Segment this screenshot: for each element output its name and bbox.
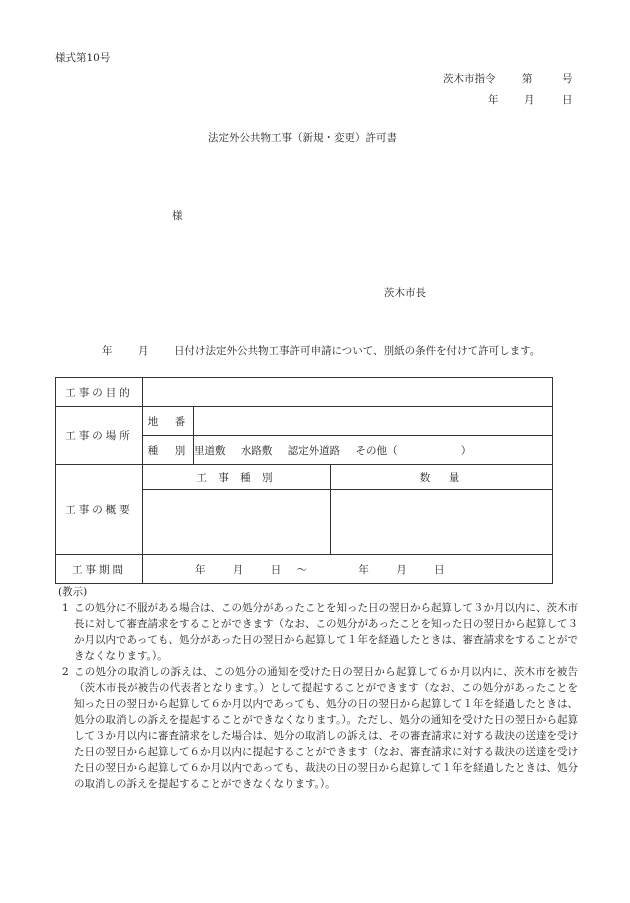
work-type-header: 工 事 種 別 [143,465,331,490]
recipient-suffix: 様 [172,210,183,222]
type-option-other[interactable]: その他（ [355,444,398,457]
quantity-header: 数 量 [331,465,553,490]
type-option-satomichi[interactable]: 里道敷 [194,444,226,457]
type-options [194,436,553,465]
period-start-month: 月 [232,563,244,576]
period-end-month: 月 [396,563,407,576]
quantity-value[interactable] [331,490,553,555]
purpose-row [56,378,553,407]
note-item-2 [58,664,578,792]
note-text: この処分に不服がある場合は、この処分があったことを知った日の翌日から起算して３か月以内に、茨木市長に対して審査請求をすることができます（なお、この処分があったことを知った日の翌日から起算して３か月以内であっても、処分があった日の翌日から起算して１年を経過したときは、審査請求をすることができなくなります。）。 [74,602,578,662]
number-go: 号 [562,73,573,85]
location-lot-row [56,407,553,436]
work-type-value[interactable] [143,490,331,555]
type-label: 種 別 [143,436,194,465]
purpose-label: 工事の目的 [56,378,143,407]
note-text: この処分の取消しの訴えは、この処分の通知を受けた日の翌日から起算して６か月以内に、茨木市を被告（茨木市長が被告の代表者となります。）として提起することができます（なお、この処分があったことを知った日の翌日から起算して６か月以内であっても、処分の日の翌日から起算して１年を経過したときは、処分の取消しの訴えを提起することができなくなります。）。ただし、処分の通知を受けた日の翌日から起算して３か月以内に審査請求をした場合は、処分の取消しの訴えは、その審査請求に対する裁決の送達を受けた日の翌日から起算して６か月以内に提起することができます（なお、審査請求に対する裁決の送達を受けた日の翌日から起算して６か月以内であっても、裁決の日の翌日から起算して１年を経過したときは、処分の取消しの訴えを提起することができなくなります。）。 [74,666,578,790]
permit-table [55,377,553,584]
period-row [56,555,553,584]
date-month: 月 [524,94,535,106]
lot-label: 地 番 [143,407,194,436]
overview-label: 工事の概要 [56,465,143,555]
note-number: 2 [62,666,69,678]
notes-heading: (教示) [58,586,88,598]
period-label: 工事期間 [56,555,143,584]
period-start-day: 日 [270,563,282,576]
location-label: 工事の場所 [56,407,143,465]
type-option-suiro[interactable]: 水路敷 [240,444,273,457]
date-year: 年 [488,94,499,106]
issuer-name: 茨木市長 [384,287,426,299]
number-dai: 第 [522,73,533,85]
purpose-value[interactable] [143,378,553,407]
form-number: 様式第10号 [55,52,111,64]
note-number: 1 [62,602,69,614]
document-title: 法定外公共物工事（新規・変更）許可書 [208,132,397,144]
period-end-day: 日 [434,563,445,576]
period-separator: ～ [296,563,308,576]
lot-value[interactable] [194,407,553,436]
type-option-other-close: ） [460,444,472,457]
issuer-prefix: 茨木市指令 [443,73,496,85]
date-day: 日 [562,94,573,106]
appeal-notice [58,584,578,792]
note-item-1 [58,600,578,664]
period-end-year: 年 [358,563,369,576]
body-month: 月 [138,345,149,357]
period-value [143,555,553,584]
body-year: 年 [102,345,113,357]
overview-header-row [56,465,553,490]
period-start-year: 年 [195,563,206,576]
type-option-nintei-gai[interactable]: 認定外道路 [287,444,341,457]
body-text: 日付け法定外公共物工事許可申請について、別紙の条件を付けて許可します。 [174,345,541,357]
